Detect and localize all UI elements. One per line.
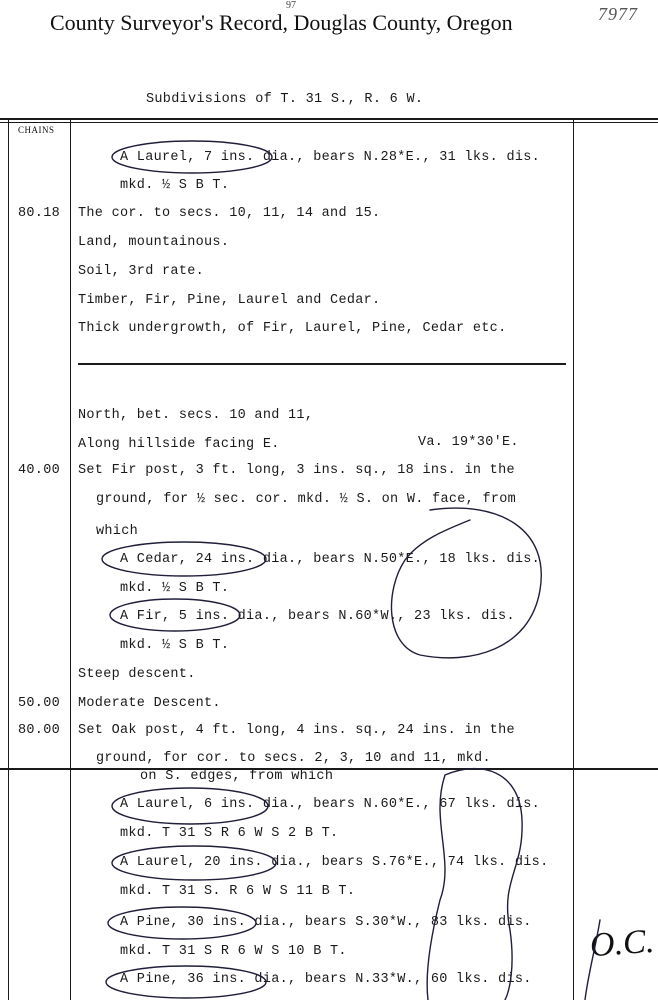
table-top-rule-thin	[0, 122, 658, 123]
record-line: mkd. T 31 S. R 6 W S 11 B T.	[120, 884, 356, 899]
record-line: Set Oak post, 4 ft. long, 4 ins. sq., 24 ins. in the	[78, 723, 515, 738]
chains-header: CHAINS	[18, 125, 55, 135]
record-line: mkd. T 31 S R 6 W S 2 B T.	[120, 826, 339, 841]
record-line: which	[96, 524, 139, 539]
record-line: A Pine, 30 ins. dia., bears S.30*W., 83 lks. dis.	[120, 915, 532, 930]
record-line: Set Fir post, 3 ft. long, 3 ins. sq., 18 ins. in the	[78, 463, 515, 478]
record-line: mkd. T 31 S R 6 W S 10 B T.	[120, 944, 347, 959]
record-line: mkd. ½ S B T.	[120, 178, 230, 193]
bearing-loop-annotation	[391, 508, 541, 658]
section-title: Subdivisions of T. 31 S., R. 6 W.	[146, 92, 424, 107]
record-line: A Laurel, 6 ins. dia., bears N.60*E., 67 lks. dis.	[120, 797, 541, 812]
record-line: The cor. to secs. 10, 11, 14 and 15.	[78, 206, 381, 221]
record-line: ground, for ½ sec. cor. mkd. ½ S. on W. face, from	[96, 492, 517, 507]
chain-value: 40.00	[18, 463, 61, 478]
margin-note: O.C.	[588, 922, 656, 965]
right-column-rule	[573, 120, 574, 1000]
record-line: A Laurel, 7 ins. dia., bears N.28*E., 31 lks. dis.	[120, 150, 541, 165]
record-line: Land, mountainous.	[78, 235, 230, 250]
record-line: A Cedar, 24 ins. dia., bears N.50*E., 18 lks. dis.	[120, 552, 541, 567]
record-line: A Pine, 36 ins. dia., bears N.33*W., 60 lks. dis.	[120, 972, 532, 987]
record-line: A Fir, 5 ins. dia., bears N.60*W., 23 lks. dis.	[120, 609, 515, 624]
page-stamp: 7977	[598, 4, 638, 24]
page-number-note: 97	[286, 0, 296, 11]
variation-note: Va. 19*30'E.	[418, 435, 519, 450]
chain-value: 80.18	[18, 206, 61, 221]
record-line: mkd. ½ S B T.	[120, 581, 230, 596]
record-line: Timber, Fir, Pine, Laurel and Cedar.	[78, 293, 381, 308]
record-line: ground, for cor. to secs. 2, 3, 10 and 11, mkd.	[96, 751, 491, 766]
record-title: County Surveyor's Record, Douglas County, Oregon	[50, 10, 513, 35]
chain-value: 50.00	[18, 696, 61, 711]
chains-column-rule	[70, 120, 71, 1000]
table-top-rule	[0, 118, 658, 120]
record-line: Along hillside facing E.	[78, 437, 280, 452]
left-border	[8, 120, 9, 1000]
record-line: Soil, 3rd rate.	[78, 264, 205, 279]
section-divider	[78, 363, 566, 365]
record-line: North, bet. secs. 10 and 11,	[78, 408, 314, 423]
record-line: Thick undergrowth, of Fir, Laurel, Pine, Cedar etc.	[78, 321, 507, 336]
record-line: on S. edges, from which	[140, 769, 334, 784]
record-line: A Laurel, 20 ins. dia., bears S.76*E., 74 lks. dis.	[120, 855, 549, 870]
record-line: Moderate Descent.	[78, 696, 221, 711]
record-line: Steep descent.	[78, 667, 196, 682]
chain-value: 80.00	[18, 723, 61, 738]
record-line: mkd. ½ S B T.	[120, 638, 230, 653]
